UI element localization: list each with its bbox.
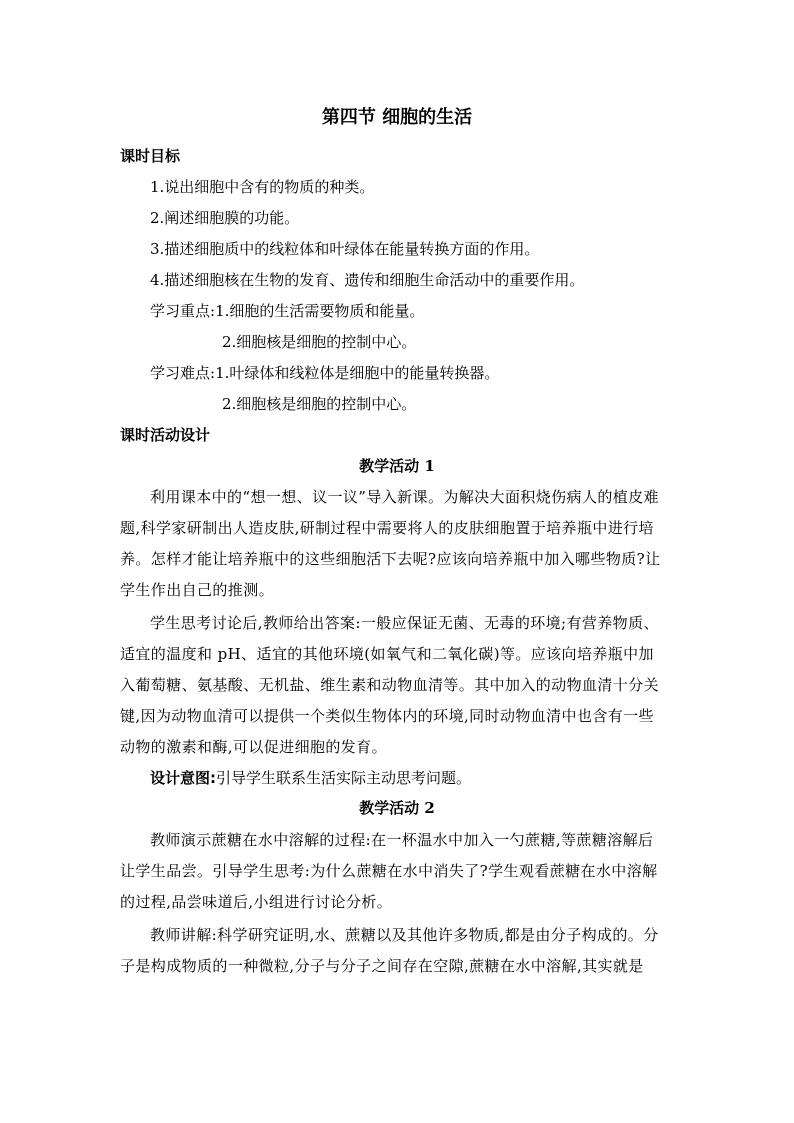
design-intent-text: 引导学生联系生活实际主动思考问题。 [216, 769, 472, 787]
objective-item: 4.描述细胞核在生物的发育、遗传和细胞生命活动中的重要作用。 [150, 271, 585, 289]
paragraph-line: 学生作出自己的推测。 [120, 581, 275, 599]
page-title: 第四节 细胞的生活 [321, 107, 473, 128]
activity1-heading: 教学活动 1 [359, 457, 435, 475]
key-point-item: 1.细胞的生活需要物质和能量。 [215, 302, 425, 320]
difficult-point-item: 1.叶绿体和线粒体是细胞中的能量转换器。 [215, 364, 500, 382]
key-points-label: 学习重点: [150, 302, 216, 320]
paragraph-line: 教师讲解:科学研究证明,水、蔗糖以及其他许多物质,都是由分子构成的。分 [150, 926, 659, 944]
paragraph-line: 题,科学家研制出人造皮肤,研制过程中需要将人的皮肤细胞置于培养瓶中进行培 [120, 519, 654, 537]
paragraph-line: 让学生品尝。引导学生思考:为什么蔗糖在水中消失了?学生观看蔗糖在水中溶解 [120, 862, 658, 880]
key-points-line [150, 301, 424, 321]
difficult-point-item: 2.细胞核是细胞的控制中心。 [222, 395, 417, 413]
activity-design-heading: 课时活动设计 [120, 426, 211, 444]
paragraph-line: 的过程,品尝味道后,小组进行讨论分析。 [120, 893, 393, 911]
key-point-item: 2.细胞核是细胞的控制中心。 [222, 333, 417, 351]
paragraph-line: 养。怎样才能让培养瓶中的这些细胞活下去呢?应该向培养瓶中加入哪些物质?让 [120, 550, 661, 568]
difficult-points-line [150, 363, 499, 383]
paragraph-line: 入葡萄糖、氨基酸、无机盐、维生素和动物血清等。其中加入的动物血清十分关 [120, 676, 660, 694]
paragraph-line: 教师演示蔗糖在水中溶解的过程:在一杯温水中加入一勺蔗糖,等蔗糖溶解后 [150, 831, 654, 849]
objective-item: 2.阐述细胞膜的功能。 [150, 209, 300, 227]
paragraph-line: 学生思考讨论后,教师给出答案:一般应保证无菌、无毒的环境;有营养物质、 [150, 614, 659, 632]
paragraph-line: 利用课本中的“想一想、议一议”导入新课。为解决大面积烧伤病人的植皮难 [150, 488, 659, 506]
paragraph-line: 键,因为动物血清可以提供一个类似生物体内的环境,同时动物血清中也含有一些 [120, 707, 654, 725]
paragraph-line: 子是构成物质的一种微粒,分子与分子之间存在空隙,蔗糖在水中溶解,其实就是 [120, 957, 644, 975]
objectives-heading: 课时目标 [120, 147, 181, 165]
design-intent-label: 设计意图: [150, 769, 216, 787]
paragraph-line: 适宜的温度和 pH、适宜的其他环境(如氧气和二氧化碳)等。应该向培养瓶中加 [120, 645, 654, 663]
objective-item: 1.说出细胞中含有的物质的种类。 [150, 178, 375, 196]
activity2-heading: 教学活动 2 [359, 799, 435, 817]
paragraph-line: 动物的激素和酶,可以促进细胞的发育。 [120, 738, 387, 756]
objective-item: 3.描述细胞质中的线粒体和叶绿体在能量转换方面的作用。 [150, 240, 540, 258]
difficult-points-label: 学习难点: [150, 364, 216, 382]
design-intent-line [150, 768, 471, 788]
